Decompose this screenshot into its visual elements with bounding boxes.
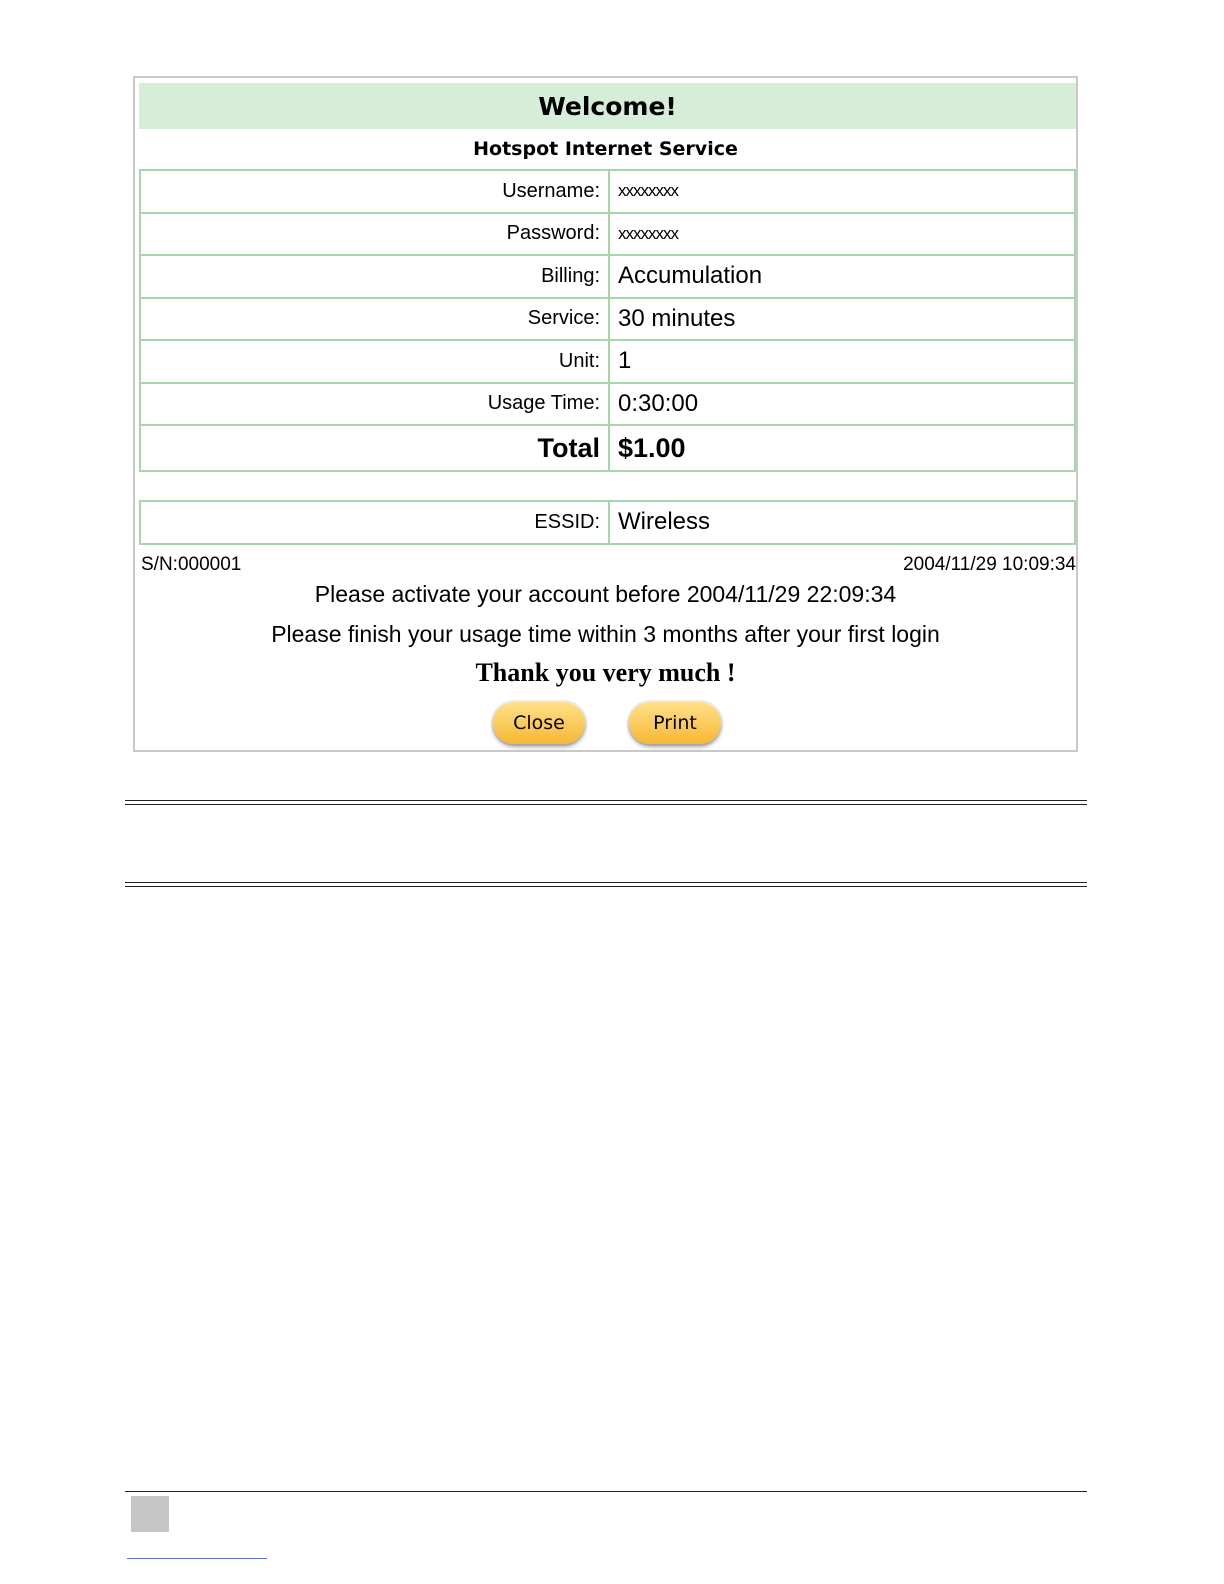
essid-label: ESSID:: [140, 501, 609, 544]
usage-time-label: Usage Time:: [140, 383, 609, 426]
password-value: xxxxxxxx: [609, 213, 1075, 256]
table-row: [140, 170, 1075, 213]
table-row: [140, 501, 1075, 544]
service-value: 30 minutes: [609, 298, 1075, 341]
table-row: [140, 255, 1075, 298]
divider: [125, 800, 1087, 805]
table-row: [140, 340, 1075, 383]
total-value: $1.00: [609, 425, 1075, 471]
receipt-panel: [133, 76, 1078, 752]
serial-number: S/N:000001: [141, 554, 242, 575]
table-row: [140, 298, 1075, 341]
essid-table: [139, 500, 1076, 545]
total-row: [140, 425, 1075, 471]
print-button[interactable]: Print: [629, 702, 721, 744]
activate-message: Please activate your account before 2004/11/29 22:09:34: [314, 581, 897, 607]
essid-value: Wireless: [609, 501, 1075, 544]
footer-underline: [127, 1558, 267, 1559]
account-details-table: [139, 169, 1076, 472]
username-value: xxxxxxxx: [609, 170, 1075, 213]
serial-timestamp-line: [141, 554, 1076, 576]
thanks-message: Thank you very much !: [475, 658, 736, 687]
table-row: [140, 213, 1075, 256]
service-title: Hotspot Internet Service: [473, 138, 738, 160]
divider: [125, 882, 1087, 887]
close-button[interactable]: Close: [493, 702, 585, 744]
footer-divider: [125, 1491, 1087, 1492]
service-label: Service:: [140, 298, 609, 341]
usage-message: Please finish your usage time within 3 months after your first login: [271, 621, 940, 647]
unit-value: 1: [609, 340, 1075, 383]
billing-label: Billing:: [140, 255, 609, 298]
password-label: Password:: [140, 213, 609, 256]
unit-label: Unit:: [140, 340, 609, 383]
issue-timestamp: 2004/11/29 10:09:34: [903, 554, 1076, 575]
page-number-box: [131, 1496, 169, 1532]
usage-time-value: 0:30:00: [609, 383, 1075, 426]
welcome-banner: Welcome!: [139, 83, 1076, 129]
username-label: Username:: [140, 170, 609, 213]
table-row: [140, 383, 1075, 426]
total-label: Total: [140, 425, 609, 471]
billing-value: Accumulation: [609, 255, 1075, 298]
